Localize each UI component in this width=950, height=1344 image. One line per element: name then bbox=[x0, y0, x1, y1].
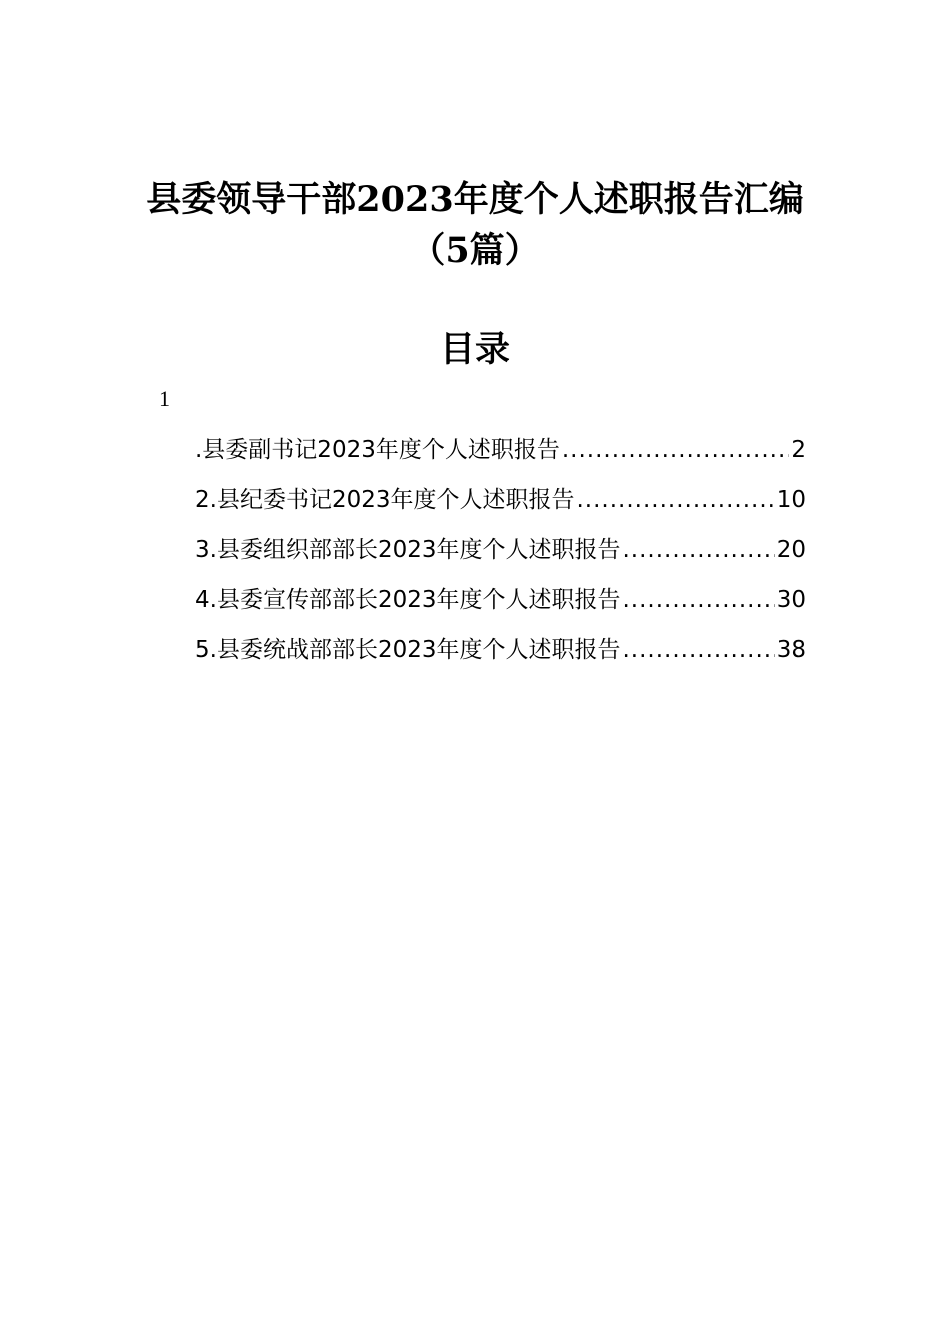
toc-entry-title: 2.县纪委书记2023年度个人述职报告 bbox=[195, 487, 575, 513]
toc-leader-dots bbox=[622, 575, 774, 625]
toc-entry-title: .县委副书记2023年度个人述职报告 bbox=[195, 437, 560, 463]
toc-entry-page: 38 bbox=[776, 637, 806, 663]
toc-entry-title: 4.县委宣传部部长2023年度个人述职报告 bbox=[195, 587, 621, 613]
toc-heading: 目录 bbox=[439, 329, 510, 370]
toc-entry-2[interactable] bbox=[195, 475, 806, 525]
document-subtitle: （5篇） bbox=[410, 230, 540, 271]
toc-leader-dots bbox=[576, 475, 774, 525]
toc-entry-page: 30 bbox=[776, 587, 806, 613]
toc-entry-1[interactable] bbox=[195, 425, 806, 475]
toc-entry-title: 3.县委组织部部长2023年度个人述职报告 bbox=[195, 537, 621, 563]
toc-leader-dots bbox=[622, 625, 774, 675]
toc-leader-dots bbox=[622, 525, 774, 575]
toc-entry-4[interactable] bbox=[195, 575, 806, 625]
document-title: 县委领导干部2023年度个人述职报告汇编 bbox=[146, 179, 804, 220]
toc-entry-5[interactable] bbox=[195, 625, 806, 675]
toc-entry-3[interactable] bbox=[195, 525, 806, 575]
table-of-contents bbox=[195, 425, 806, 675]
toc-leader-dots bbox=[562, 425, 790, 475]
toc-entry-page: 20 bbox=[776, 537, 806, 563]
toc-marker: 1 bbox=[159, 386, 170, 411]
toc-entry-page: 10 bbox=[776, 487, 806, 513]
toc-entry-page: 2 bbox=[791, 437, 806, 463]
toc-entry-title: 5.县委统战部部长2023年度个人述职报告 bbox=[195, 637, 621, 663]
